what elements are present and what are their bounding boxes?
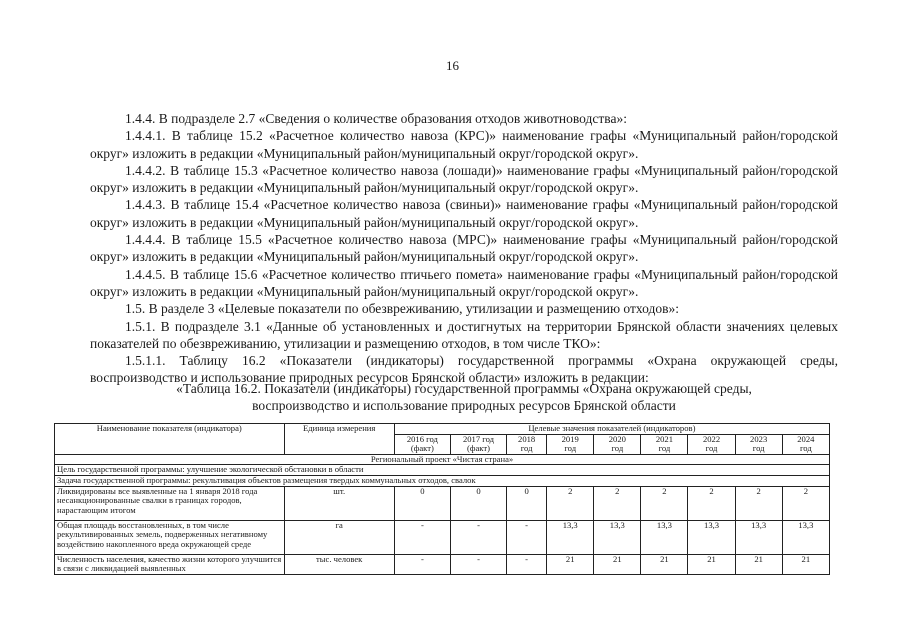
value-cell: 21 [735,554,782,574]
paragraph: 1.4.4. В подразделе 2.7 «Сведения о количестве образования отходов животноводства»: [125,111,627,126]
indicator-unit: тыс. человек [284,554,394,574]
indicator-name: Численность населения, качество жизни которого улучшится в связи с ликвидацией выявленных [55,554,285,574]
paragraph: 1.5.1.1. Таблицу 16.2 «Показатели (индикаторы) государственной программы «Охрана окружающей среды, воспроизводство и использование природных ресурсов Брянской области» изложить в редакции: [90,353,838,386]
project-cell: Региональный проект «Чистая страна» [55,454,830,465]
task-row [55,475,830,486]
value-cell: - [394,520,450,554]
value-cell: 13,3 [641,520,688,554]
value-cell: 13,3 [547,520,594,554]
goal-cell: Цель государственной программы: улучшение экологической обстановки в области [55,465,830,476]
year-header: 2019 год [547,434,594,454]
table-header-row [55,424,830,435]
value-cell: 21 [688,554,735,574]
task-cell: Задача государственной программы: рекультивация объектов размещения твердых коммунальных отходов, свалок [55,475,830,486]
year-header: 2022 год [688,434,735,454]
paragraph: 1.5.1. В подразделе 3.1 «Данные об установленных и достигнутых на территории Брянской области значениях целевых показателей по обезвреживанию, утилизации и размещению отходов, в том числе ТКО»: [90,318,838,351]
body-text [90,110,838,387]
value-cell: 0 [394,486,450,520]
paragraph: 1.4.4.4. В таблице 15.5 «Расчетное количество навоза (МРС)» наименование графы «Муниципальный район/городской округ» изложить в редакции «Муниципальный район/муниципальный округ/городской округ». [90,232,838,265]
value-cell: 13,3 [688,520,735,554]
value-cell: 2 [641,486,688,520]
year-header: 2023 год [735,434,782,454]
indicator-unit: га [284,520,394,554]
value-cell: 2 [688,486,735,520]
value-cell: 13,3 [782,520,829,554]
paragraph: 1.4.4.3. В таблице 15.4 «Расчетное количество навоза (свиньи)» наименование графы «Муниципальный район/городской округ» изложить в редакции «Муниципальный район/муниципальный округ/городской округ». [90,197,838,230]
value-cell: - [450,520,506,554]
paragraph: 1.5. В разделе 3 «Целевые показатели по обезвреживанию, утилизации и размещению отходов»: [125,301,679,317]
value-cell: 0 [507,486,547,520]
year-header: 2020 год [594,434,641,454]
value-cell: 21 [547,554,594,574]
year-header: 2016 год (факт) [394,434,450,454]
year-header: 2021 год [641,434,688,454]
value-cell: 0 [450,486,506,520]
value-cell: 2 [547,486,594,520]
year-header: 2024 год [782,434,829,454]
paragraph: 1.4.4.5. В таблице 15.6 «Расчетное количество птичьего помета» наименование графы «Муниципальный район/городской округ» изложить в редакции «Муниципальный район/муниципальный округ/городской округ». [90,266,838,299]
page-number: 16 [446,58,459,73]
table-row [55,486,830,520]
value-cell: 13,3 [735,520,782,554]
header-unit: Единица измерения [284,424,394,455]
value-cell: - [507,520,547,554]
header-target: Целевые значения показателей (индикаторов) [394,424,829,435]
indicator-name: Общая площадь восстановленных, в том числе рекультивированных земель, подверженных негативному воздействию накопленного вреда окружающей среде [55,520,285,554]
year-header: 2018 год [507,434,547,454]
value-cell: - [507,554,547,574]
goal-row [55,465,830,476]
indicators-table [54,423,830,575]
paragraph: 1.4.4.2. В таблице 15.3 «Расчетное количество навоза (лошади)» наименование графы «Муниципальный район/городской округ» изложить в редакции «Муниципальный район/муниципальный округ/городской округ». [90,162,838,196]
year-header: 2017 год (факт) [450,434,506,454]
value-cell: 21 [641,554,688,574]
table-caption [90,380,838,414]
value-cell: 2 [782,486,829,520]
table-row [55,554,830,574]
paragraph: 1.4.4.1. В таблице 15.2 «Расчетное количество навоза (КРС)» наименование графы «Муниципальный район/городской округ» изложить в редакции «Муниципальный район/муниципальный округ/городской округ». [90,128,838,161]
value-cell: 21 [594,554,641,574]
value-cell: 2 [594,486,641,520]
value-cell: - [450,554,506,574]
indicator-name: Ликвидированы все выявленные на 1 января 2018 года несанкционированные свалки в границах городов, нарастающим итогом [55,486,285,520]
caption-line: «Таблица 16.2. Показатели (индикаторы) государственной программы «Охрана окружающей среды, [176,381,752,396]
value-cell: 13,3 [594,520,641,554]
value-cell: 21 [782,554,829,574]
header-name: Наименование показателя (индикатора) [55,424,285,455]
value-cell: 2 [735,486,782,520]
indicator-unit: шт. [284,486,394,520]
table-row [55,520,830,554]
value-cell: - [394,554,450,574]
caption-line: воспроизводство и использование природных ресурсов Брянской области [252,398,676,413]
project-row [55,454,830,465]
